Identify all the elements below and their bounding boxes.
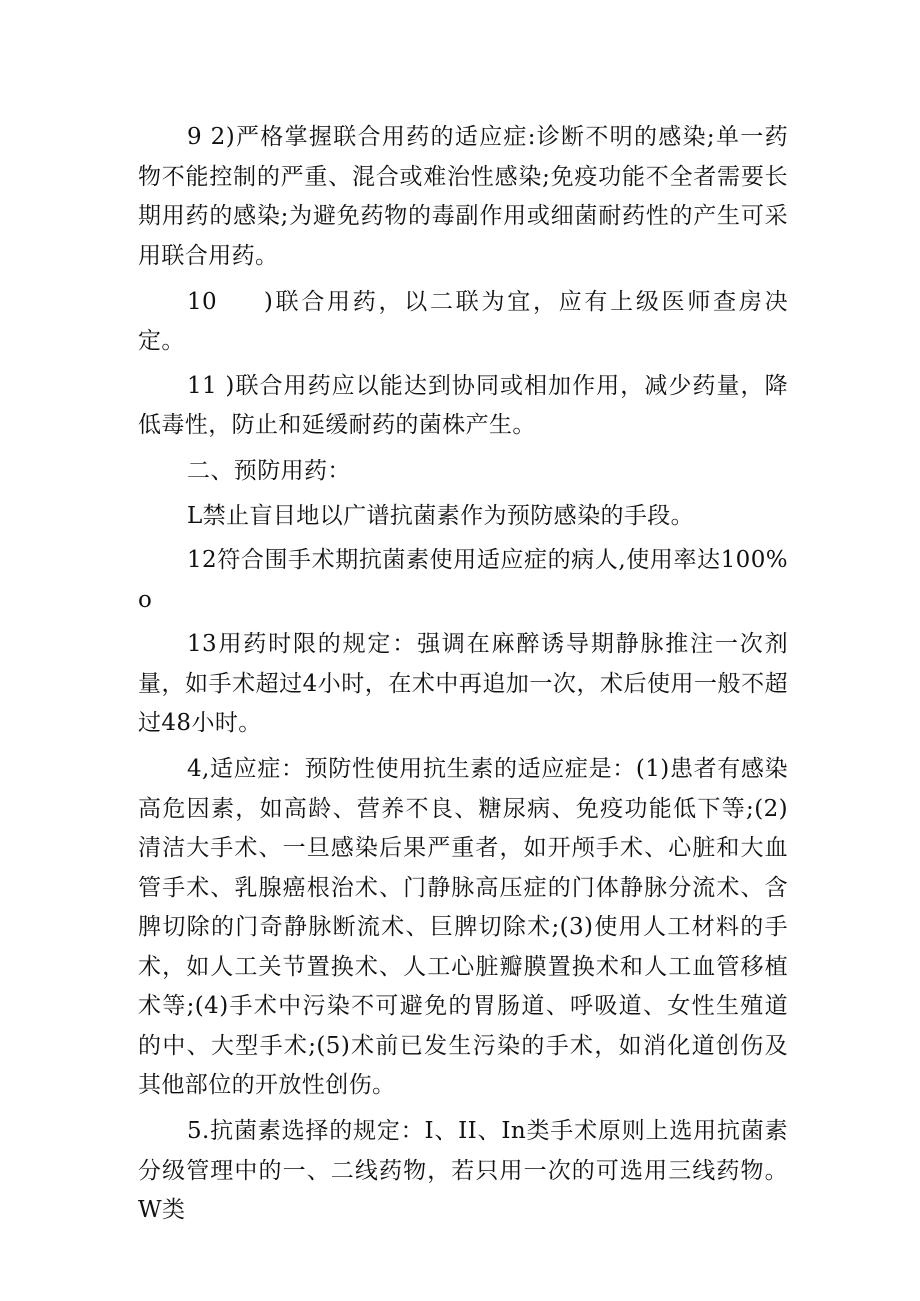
document-body — [138, 118, 788, 1237]
section-heading-prophylaxis: 二、预防用药： — [187, 458, 351, 484]
paragraph-antibiotic-selection: 5.抗菌素选择的规定：I、II、In类手术原则上选用抗菌素分级管理中的一、二线药物，若只用一次的可选用三线药物。W类 — [138, 1118, 788, 1223]
paragraph-combination-indications: 9 2)严格掌握联合用药的适应症:诊断不明的感染;单一药物不能控制的严重、混合或难治性感染;免疫功能不全者需要长期用药的感染;为避免药物的毒副作用或细菌耐药性的产生可采用联合用药。 — [138, 124, 788, 269]
paragraph-prophylactic-indications: 4,适应症：预防性使用抗生素的适应症是：(1)患者有感染高危因素，如高龄、营养不良、糖尿病、免疫功能低下等;(2)清洁大手术、一旦感染后果严重者，如开颅手术、心脏和大血管手术、乳腺癌根治术、门静脉高压症的门体静脉分流术、含脾切除的门奇静脉断流术、巨脾切除术;(3)使用人工材料的手术，如人工关节置换术、人工心脏瓣膜置换术和人工血管移植术等;(4)手术中污染不可避免的胃肠道、呼吸道、女性生殖道的中、大型手术;(5)术前已发生污染的手术，如消化道创伤及其他部位的开放性创伤。 — [138, 756, 788, 1098]
paragraph-dual-combination: 10 )联合用药，以二联为宜，应有上级医师查房决定。 — [138, 288, 788, 354]
paragraph-no-blind-broad-spectrum: L禁止盲目地以广谱抗菌素作为预防感染的手段。 — [187, 502, 695, 529]
paragraph-synergy-effect: 11 )联合用药应以能达到协同或相加作用，减少药量，降低毒性，防止和延缓耐药的菌株产生。 — [138, 372, 788, 438]
paragraph-time-limit: 13用药时限的规定：强调在麻醉诱导期静脉推注一次剂量，如手术超过4小时，在术中再追加一次，术后使用一般不超过48小时。 — [138, 631, 788, 736]
paragraph-usage-rate: 12符合围手术期抗菌素使用适应症的病人,使用率达100%o — [138, 547, 788, 613]
